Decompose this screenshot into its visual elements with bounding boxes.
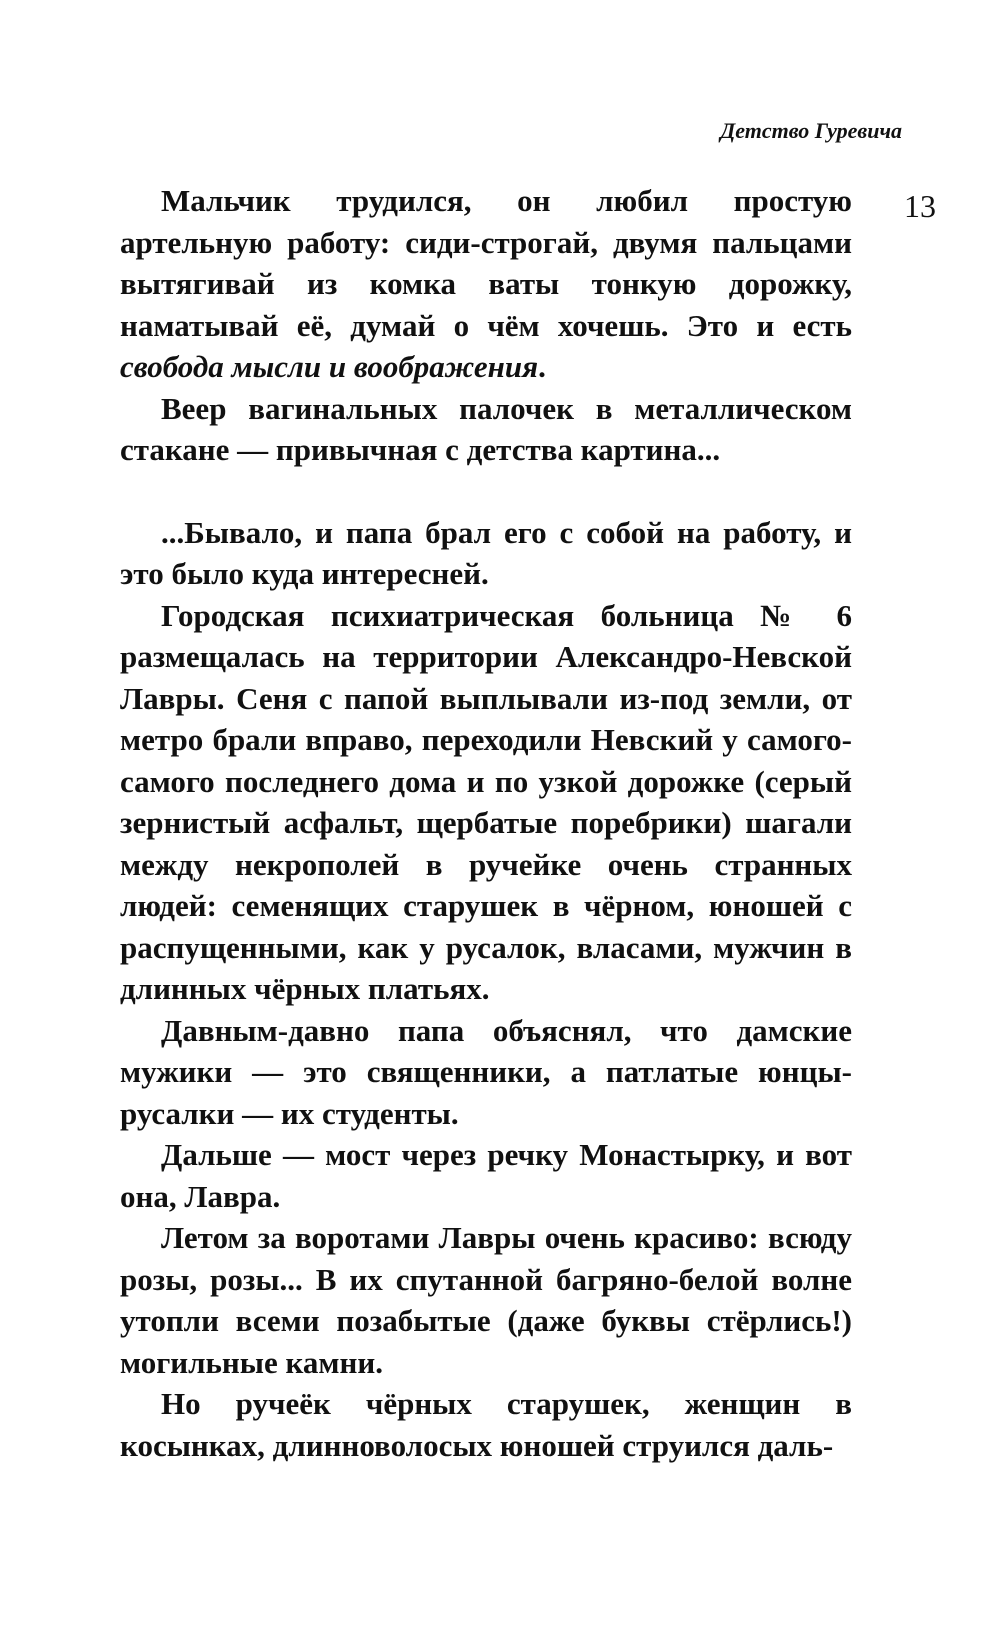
paragraph: Давным-давно папа объяснял, что дамские мужики — это священники, а патлатые юнцы-русалки — их студенты. bbox=[120, 1012, 852, 1131]
italic-phrase: свобода мысли и воображения bbox=[120, 349, 539, 384]
paragraph: Летом за воротами Лавры очень красиво: всюду розы, розы... В их спутанной багряно-белой волне утопли всеми позабытые (даже буквы стёрлись!) могильные камни. bbox=[120, 1220, 852, 1380]
paragraph: Но ручеёк чёрных старушек, женщин в косынках, длинноволосых юношей струился даль- bbox=[120, 1386, 852, 1463]
section-break bbox=[120, 471, 852, 512]
paragraph: Городская психиатрическая больница № 6 размещалась на территории Александро-Невской Лавры. Сеня с папой выплывали из-под земли, от метро брали вправо, переходили Невский у самого-самого последнего дома и по узкой дорожке (серый зернистый асфальт, щербатые поребрики) шагали между некрополей в ручейке очень странных людей: семенящих старушек в чёрном, юношей с распущенными, как у русалок, власами, мужчин в длинных чёрных платьях. bbox=[120, 597, 852, 1006]
paragraph: Мальчик трудился, он любил простую артельную работу: сиди-строгай, двумя пальцами вытягивай из комка ваты тонкую дорожку, наматывай её, думай о чём хочешь. Это и есть свобода мысли и воображения. bbox=[120, 183, 852, 384]
paragraph: Веер вагинальных палочек в металлическом стакане — привычная с детства картина... bbox=[120, 390, 852, 467]
page-number: 13 bbox=[904, 188, 936, 224]
paragraph: Дальше — мост через речку Монастырку, и вот она, Лавра. bbox=[120, 1137, 852, 1214]
body-text bbox=[120, 180, 852, 1466]
running-header: Детство Гуревича bbox=[720, 118, 902, 143]
paragraph: ...Бывало, и папа брал его с собой на работу, и это было куда интересней. bbox=[120, 514, 852, 591]
